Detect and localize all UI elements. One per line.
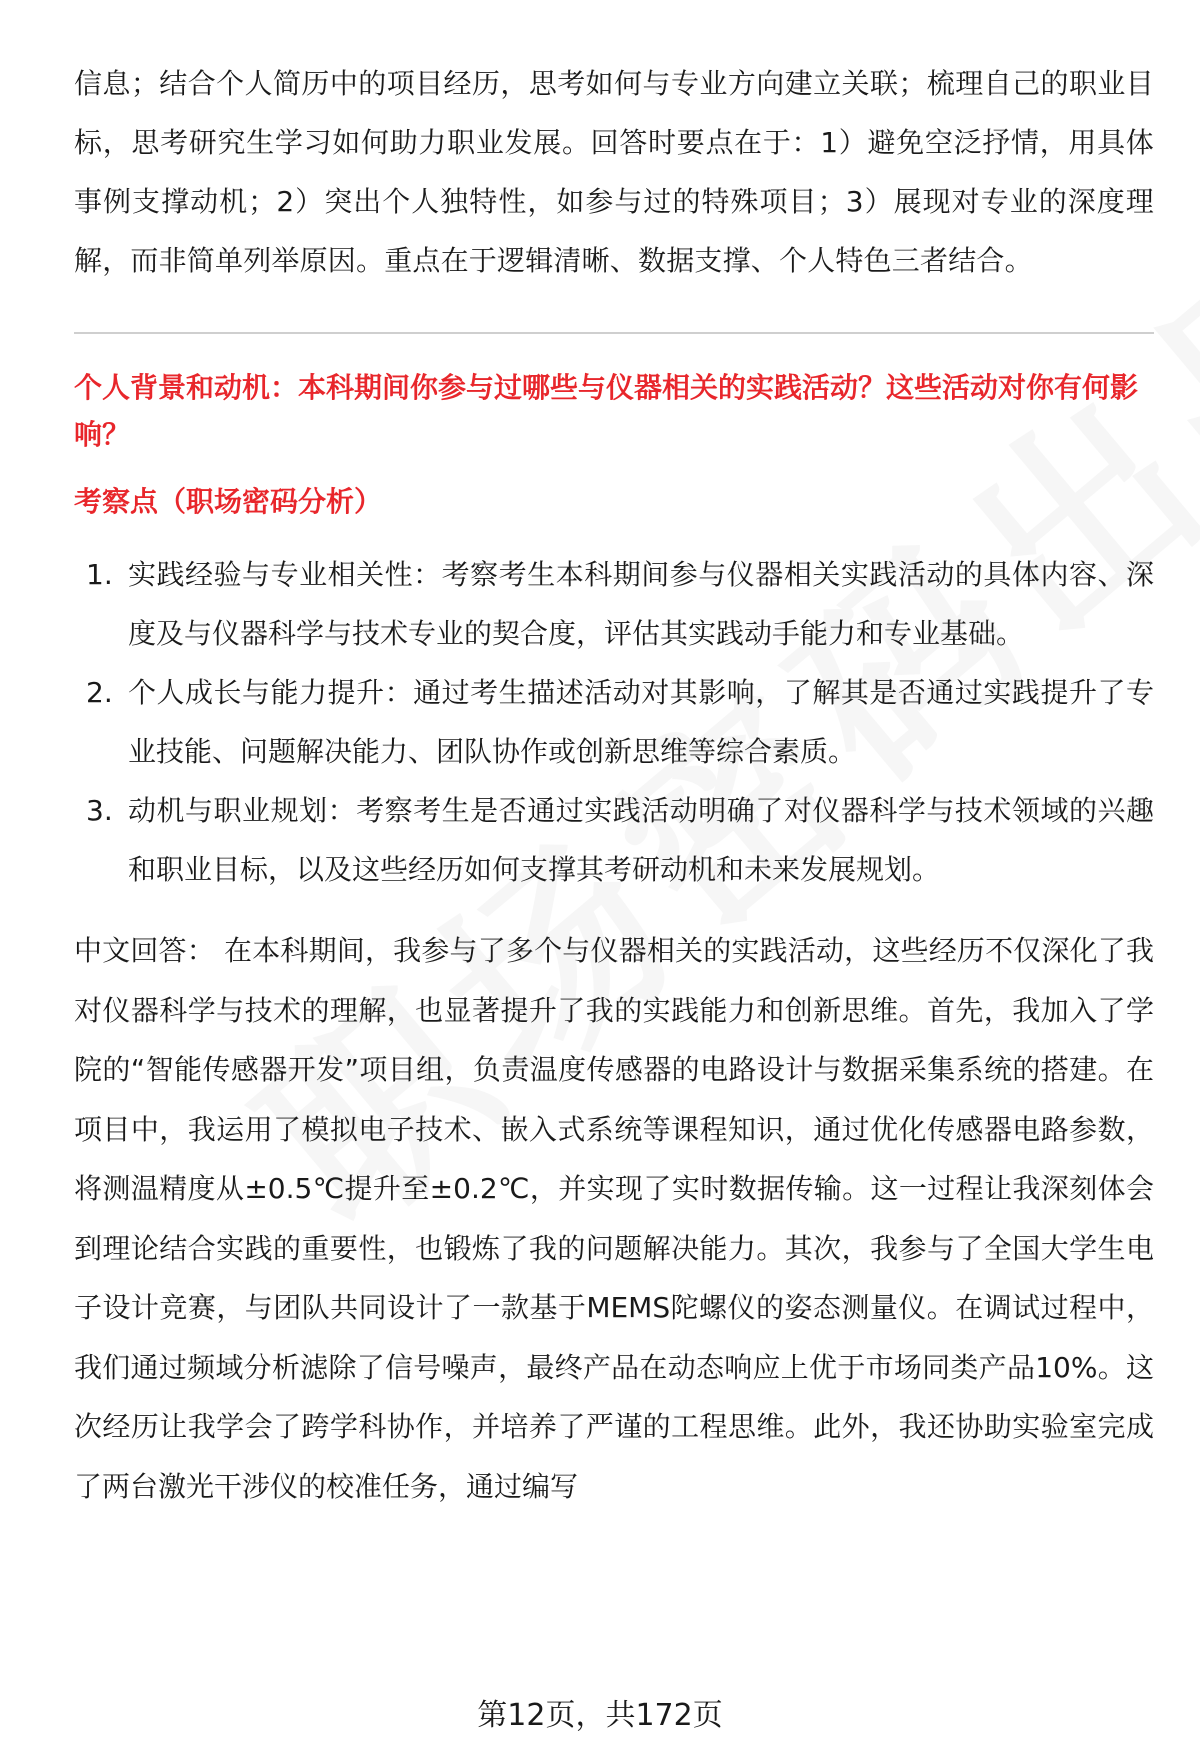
list-item-text: 个人成长与能力提升：通过考生描述活动对其影响，了解其是否通过实践提升了专业技能、问题解决能力、团队协作或创新思维等综合素质。 bbox=[128, 676, 1154, 768]
page-number-footer: 第12页，共172页 bbox=[477, 1698, 723, 1733]
list-item bbox=[74, 545, 1154, 663]
list-item-number: 3. bbox=[86, 794, 113, 827]
list-item-text: 动机与职业规划：考察考生是否通过实践活动明确了对仪器科学与技术领域的兴趣和职业目标，以及这些经历如何支撑其考研动机和未来发展规划。 bbox=[128, 794, 1154, 886]
list-item-text: 实践经验与专业相关性：考察考生本科期间参与仪器相关实践活动的具体内容、深度及与仪器科学与技术专业的契合度，评估其实践动手能力和专业基础。 bbox=[128, 558, 1154, 650]
examination-heading: 考察点（职场密码分析） bbox=[74, 485, 383, 518]
document-page bbox=[74, 54, 1154, 1516]
intro-paragraph: 信息；结合个人简历中的项目经历，思考如何与专业方向建立关联；梳理自己的职业目标，思考研究生学习如何助力职业发展。回答时要点在于：1）避免空泛抒情，用具体事例支撑动机；2）突出个人独特性，如参与过的特殊项目；3）展现对专业的深度理解，而非简单列举原因。重点在于逻辑清晰、数据支撑、个人特色三者结合。 bbox=[74, 67, 1154, 277]
list-item bbox=[74, 781, 1154, 899]
list-item bbox=[74, 663, 1154, 781]
section-divider bbox=[74, 332, 1154, 334]
question-heading: 个人背景和动机：本科期间你参与过哪些与仪器相关的实践活动？这些活动对你有何影响？ bbox=[74, 371, 1139, 451]
list-item-number: 1. bbox=[86, 558, 113, 591]
list-item-number: 2. bbox=[86, 676, 113, 709]
examination-points-list bbox=[74, 545, 1154, 899]
answer-paragraph: 中文回答： 在本科期间，我参与了多个与仪器相关的实践活动，这些经历不仅深化了我对仪器科学与技术的理解，也显著提升了我的实践能力和创新思维。首先，我加入了学院的“智能传感器开发”项目组，负责温度传感器的电路设计与数据采集系统的搭建。在项目中，我运用了模拟电子技术、嵌入式系统等课程知识，通过优化传感器电路参数，将测温精度从±0.5℃提升至±0.2℃，并实现了实时数据传输。这一过程让我深刻体会到理论结合实践的重要性，也锻炼了我的问题解决能力。其次，我参与了全国大学生电子设计竞赛，与团队共同设计了一款基于MEMS陀螺仪的姿态测量仪。在调试过程中，我们通过频域分析滤除了信号噪声，最终产品在动态响应上优于市场同类产品10%。这次经历让我学会了跨学科协作，并培养了严谨的工程思维。此外，我还协助实验室完成了两台激光干涉仪的校准任务，通过编写 bbox=[74, 934, 1154, 1503]
